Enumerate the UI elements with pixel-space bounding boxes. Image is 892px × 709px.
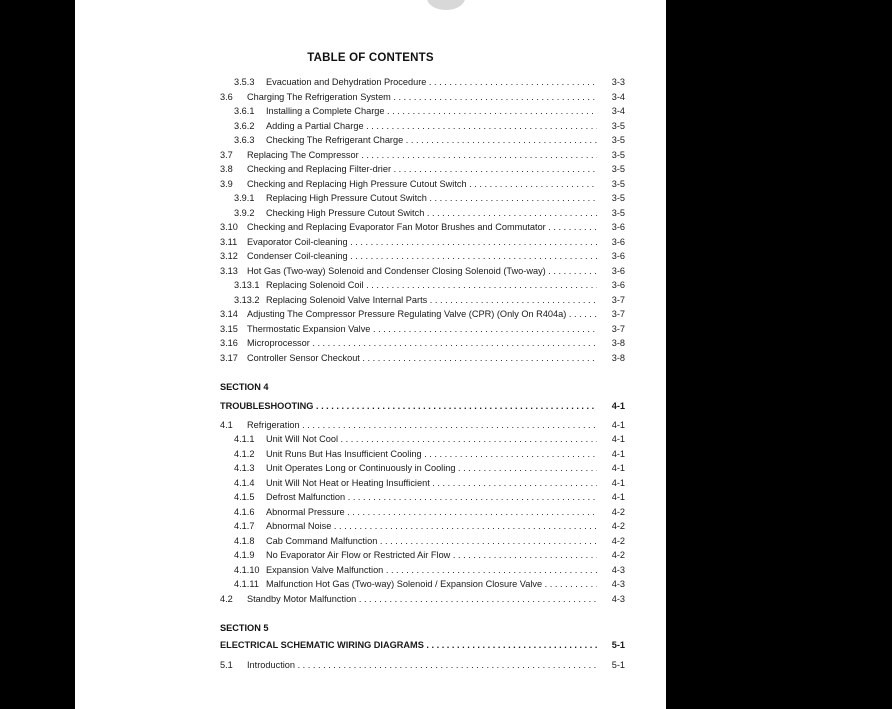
toc-entry[interactable] [220, 222, 625, 235]
toc-entry-number: 3.15 [220, 324, 238, 334]
toc-entry[interactable] [220, 208, 625, 221]
toc-entry-page: 3-4 [611, 92, 625, 102]
toc-entry-page: 4-1 [611, 420, 625, 430]
toc-entry[interactable] [220, 106, 625, 119]
toc-entry-number: 3.6.1 [234, 106, 255, 116]
toc-entry-number: 3.13.1 [234, 280, 260, 290]
toc-entry-page: 3-8 [611, 353, 625, 363]
toc-entry-title: Standby Motor Malfunction . . . [247, 594, 597, 604]
toc-entry-title: Abnormal Noise . . . [266, 521, 597, 531]
toc-entry-title: Unit Operates Long or Continuously in Cooling . . . [266, 463, 597, 473]
toc-entry-title: ELECTRICAL SCHEMATIC WIRING DIAGRAMS . . . [220, 640, 597, 650]
toc-entry[interactable] [220, 420, 625, 433]
toc-entry-number: 3.14 [220, 309, 238, 319]
toc-entry-page: 3-5 [611, 179, 625, 189]
toc-entry-page: 4-1 [611, 478, 625, 488]
section-label: SECTION 5 [220, 623, 269, 633]
toc-entry-number: 3.11 [220, 237, 238, 247]
toc-entry-page: 3-6 [611, 266, 625, 276]
toc-entry-number: 5.1 [220, 660, 233, 670]
toc-entry[interactable] [220, 579, 625, 592]
toc-entry-page: 3-5 [611, 208, 625, 218]
toc-entry[interactable] [220, 463, 625, 476]
toc-entry[interactable] [220, 478, 625, 491]
toc-entry[interactable] [220, 550, 625, 563]
toc-entry-title: Replacing Solenoid Valve Internal Parts . . . [266, 295, 597, 305]
scroll-indicator [427, 0, 465, 10]
toc-entry-title: Cab Command Malfunction . . . [266, 536, 597, 546]
toc-entry[interactable] [220, 324, 625, 337]
toc-entry-number: 3.6.2 [234, 121, 255, 131]
toc-entry-title: Unit Will Not Cool . . . [266, 434, 597, 444]
toc-entry[interactable] [220, 280, 625, 293]
toc-entry-title: Adjusting The Compressor Pressure Regulating Valve (CPR) (Only On R404a) . . . [247, 309, 597, 319]
toc-entry[interactable] [220, 77, 625, 90]
toc-entry-title: Defrost Malfunction . . . [266, 492, 597, 502]
toc-entry[interactable] [220, 164, 625, 177]
toc-entry[interactable] [220, 193, 625, 206]
toc-entry-title: Replacing Solenoid Coil . . . [266, 280, 597, 290]
toc-entry[interactable] [220, 237, 625, 250]
toc-entry-title: No Evaporator Air Flow or Restricted Air Flow . . . [266, 550, 597, 560]
toc-entry-title: Unit Runs But Has Insufficient Cooling . . . [266, 449, 597, 459]
toc-entry-title: Condenser Coil-cleaning . . . [247, 251, 597, 261]
toc-entry-number: 3.12 [220, 251, 238, 261]
toc-entry-title: Installing a Complete Charge . . . [266, 106, 597, 116]
toc-entry-title: Controller Sensor Checkout . . . [247, 353, 597, 363]
toc-entry[interactable] [220, 536, 625, 549]
toc-entry-number: 3.13 [220, 266, 238, 276]
toc-entry[interactable] [220, 449, 625, 462]
toc-entry[interactable] [220, 434, 625, 447]
toc-entry-page: 3-5 [611, 150, 625, 160]
toc-entry-title: Checking and Replacing Filter-drier . . . [247, 164, 597, 174]
toc-entry-number: 4.1.11 [234, 579, 259, 589]
toc-entry[interactable] [220, 338, 625, 351]
toc-section-title[interactable] [220, 401, 625, 414]
toc-entry-number: 4.1.4 [234, 478, 255, 488]
toc-section-title[interactable] [220, 640, 625, 653]
toc-entry[interactable] [220, 507, 625, 520]
toc-entry-number: 4.1.2 [234, 449, 255, 459]
toc-entry-page: 4-2 [611, 536, 625, 546]
toc-entry[interactable] [220, 121, 625, 134]
toc-entry-title: Replacing The Compressor . . . [247, 150, 597, 160]
toc-entry-number: 3.6.3 [234, 135, 255, 145]
toc-entry-page: 3-7 [611, 295, 625, 305]
toc-entry-title: Microprocessor . . . [247, 338, 597, 348]
toc-entry-page: 4-1 [611, 492, 625, 502]
toc-entry-title: Evaporator Coil-cleaning . . . [247, 237, 597, 247]
toc-entry[interactable] [220, 521, 625, 534]
toc-entry-page: 4-2 [611, 507, 625, 517]
toc-entry-title: Replacing High Pressure Cutout Switch . . . [266, 193, 597, 203]
toc-entry-page: 3-4 [611, 106, 625, 116]
toc-entry[interactable] [220, 135, 625, 148]
toc-entry-number: 4.1.5 [234, 492, 255, 502]
toc-entry-title: Charging The Refrigeration System . . . [247, 92, 597, 102]
toc-entry-page: 4-1 [611, 463, 625, 473]
toc-entry-page: 4-3 [611, 565, 625, 575]
toc-entry-page: 4-1 [611, 434, 625, 444]
toc-entry-page: 3-3 [611, 77, 625, 87]
toc-entry-title: Expansion Valve Malfunction . . . [266, 565, 597, 575]
toc-entry-number: 4.2 [220, 594, 233, 604]
toc-entry-number: 4.1.1 [234, 434, 255, 444]
toc-entry[interactable] [220, 266, 625, 279]
toc-entry-number: 4.1.6 [234, 507, 255, 517]
toc-entry-title: Abnormal Pressure . . . [266, 507, 597, 517]
toc-entry-number: 4.1.3 [234, 463, 255, 473]
toc-entry-page: 3-5 [611, 164, 625, 174]
toc-entry[interactable] [220, 92, 625, 105]
toc-entry[interactable] [220, 295, 625, 308]
toc-entry-title: Introduction . . . [247, 660, 597, 670]
toc-entry-number: 3.13.2 [234, 295, 260, 305]
toc-entry[interactable] [220, 251, 625, 264]
toc-entry-page: 4-2 [611, 550, 625, 560]
toc-entry-page: 4-1 [611, 401, 625, 411]
toc-entry-number: 4.1.10 [234, 565, 260, 575]
toc-entry-number: 3.16 [220, 338, 238, 348]
toc-entry[interactable] [220, 660, 625, 673]
toc-entry[interactable] [220, 179, 625, 192]
toc-entry-number: 3.10 [220, 222, 238, 232]
toc-entry-page: 3-7 [611, 309, 625, 319]
toc-entry-title: Evacuation and Dehydration Procedure . . . [266, 77, 597, 87]
toc-entry-number: 4.1 [220, 420, 233, 430]
toc-entry-page: 3-6 [611, 280, 625, 290]
toc-entry-title: Malfunction Hot Gas (Two-way) Solenoid / Expansion Closure Valve . . . [266, 579, 597, 589]
toc-entry-page: 3-6 [611, 222, 625, 232]
toc-entry-number: 3.9.1 [234, 193, 255, 203]
toc-entry-title: Checking and Replacing High Pressure Cutout Switch . . . [247, 179, 597, 189]
toc-entry-number: 4.1.7 [234, 521, 255, 531]
toc-entry-title: Adding a Partial Charge . . . [266, 121, 597, 131]
page-title: TABLE OF CONTENTS [307, 52, 434, 64]
toc-entry-title: Checking The Refrigerant Charge . . . [266, 135, 597, 145]
toc-entry-number: 4.1.9 [234, 550, 255, 560]
toc-entry-page: 3-6 [611, 237, 625, 247]
toc-entry-number: 3.5.3 [234, 77, 255, 87]
toc-entry[interactable] [220, 353, 625, 366]
toc-entry-title: TROUBLESHOOTING . . . [220, 401, 597, 411]
toc-entry-title: Hot Gas (Two-way) Solenoid and Condenser Closing Solenoid (Two-way) . . . [247, 266, 597, 276]
toc-entry-number: 4.1.8 [234, 536, 255, 546]
toc-entry-page: 4-3 [611, 579, 625, 589]
toc-entry-page: 4-3 [611, 594, 625, 604]
toc-entry-page: 3-5 [611, 135, 625, 145]
toc-entry-title: Checking and Replacing Evaporator Fan Motor Brushes and Commutator . . . [247, 222, 597, 232]
toc-entry-number: 3.7 [220, 150, 233, 160]
toc-entry-number: 3.9 [220, 179, 233, 189]
toc-entry-page: 3-5 [611, 193, 625, 203]
toc-entry-page: 4-1 [611, 449, 625, 459]
toc-entry-title: Checking High Pressure Cutout Switch . . . [266, 208, 597, 218]
toc-entry-page: 3-7 [611, 324, 625, 334]
toc-entry[interactable] [220, 565, 625, 578]
toc-entry-number: 3.17 [220, 353, 238, 363]
toc-entry[interactable] [220, 492, 625, 505]
toc-entry-title: Refrigeration . . . [247, 420, 597, 430]
toc-entry-page: 5-1 [611, 640, 625, 650]
toc-entry-page: 3-8 [611, 338, 625, 348]
toc-entry-title: Thermostatic Expansion Valve . . . [247, 324, 597, 334]
toc-entry-page: 3-5 [611, 121, 625, 131]
toc-entry-title: Unit Will Not Heat or Heating Insufficient . . . [266, 478, 597, 488]
toc-entry-page: 3-6 [611, 251, 625, 261]
toc-entry-page: 4-2 [611, 521, 625, 531]
toc-entry-page: 5-1 [611, 660, 625, 670]
toc-entry-number: 3.8 [220, 164, 233, 174]
toc-entry[interactable] [220, 309, 625, 322]
toc-entry[interactable] [220, 594, 625, 607]
toc-entry-number: 3.6 [220, 92, 233, 102]
document-page [75, 0, 666, 709]
toc-entry[interactable] [220, 150, 625, 163]
toc-entry-number: 3.9.2 [234, 208, 255, 218]
section-label: SECTION 4 [220, 382, 269, 392]
